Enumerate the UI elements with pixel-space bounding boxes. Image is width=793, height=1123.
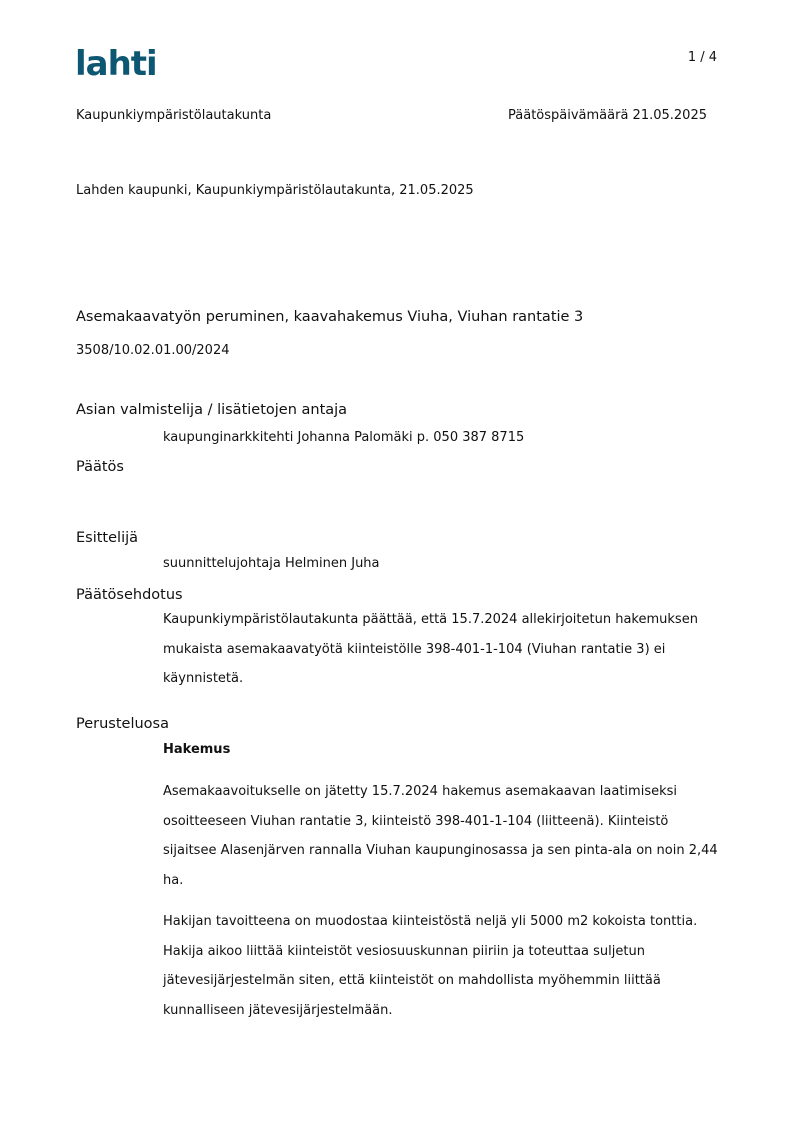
proposal-text: Kaupunkiympäristölautakunta päättää, että 15.7.2024 allekirjoitetun hakemuksen mukaista asemakaavatyötä kiinteistölle 398-401-1-104 (Viuhan rantatie 3) ei käynnistetä.: [163, 612, 698, 686]
page-number: 1 / 4: [687, 50, 717, 65]
decision-date: Päätöspäivämäärä 21.05.2025: [508, 108, 707, 123]
proposal-heading: Päätösehdotus: [76, 587, 183, 603]
meeting-line: Lahden kaupunki, Kaupunkiympäristölautakunta, 21.05.2025: [76, 183, 474, 198]
preparer-value: kaupunginarkkitehti Johanna Palomäki p. 050 387 8715: [163, 430, 525, 445]
presenter-value: suunnittelujohtaja Helminen Juha: [163, 556, 380, 571]
preparer-heading: Asian valmistelija / lisätietojen antaja: [76, 402, 348, 418]
rationale-paragraph-1: Asemakaavoitukselle on jätetty 15.7.2024 hakemus asemakaavan laatimiseksi osoitteeseen Viuhan rantatie 3, kiinteistö 398-401-1-104 (liitteenä). Kiinteistö sijaitsee Alasenjärven rannalla Viuhan kaupunginosassa ja sen pinta-ala on noin 2,44 ha.: [163, 784, 718, 888]
rationale-paragraph-2: Hakijan tavoitteena on muodostaa kiinteistöstä neljä yli 5000 m2 kokoista tonttia. Hakija aikoo liittää kiinteistöt vesiosuuskunnan piiriin ja toteuttaa suljetun jätevesijärjestelmän siten, että kiinteistöt on mahdollista myöhemmin liittää kunnalliseen jätevesijärjestelmään.: [163, 914, 698, 1018]
board-name: Kaupunkiympäristölautakunta: [76, 108, 272, 123]
case-number: 3508/10.02.01.00/2024: [76, 343, 230, 358]
rationale-subheading: Hakemus: [163, 742, 231, 757]
lahti-logo: lahti: [75, 44, 157, 84]
rationale-heading: Perusteluosa: [76, 716, 169, 732]
decision-heading: Päätös: [76, 459, 124, 475]
document-title: Asemakaavatyön peruminen, kaavahakemus Viuha, Viuhan rantatie 3: [76, 309, 584, 325]
presenter-heading: Esittelijä: [76, 530, 139, 546]
